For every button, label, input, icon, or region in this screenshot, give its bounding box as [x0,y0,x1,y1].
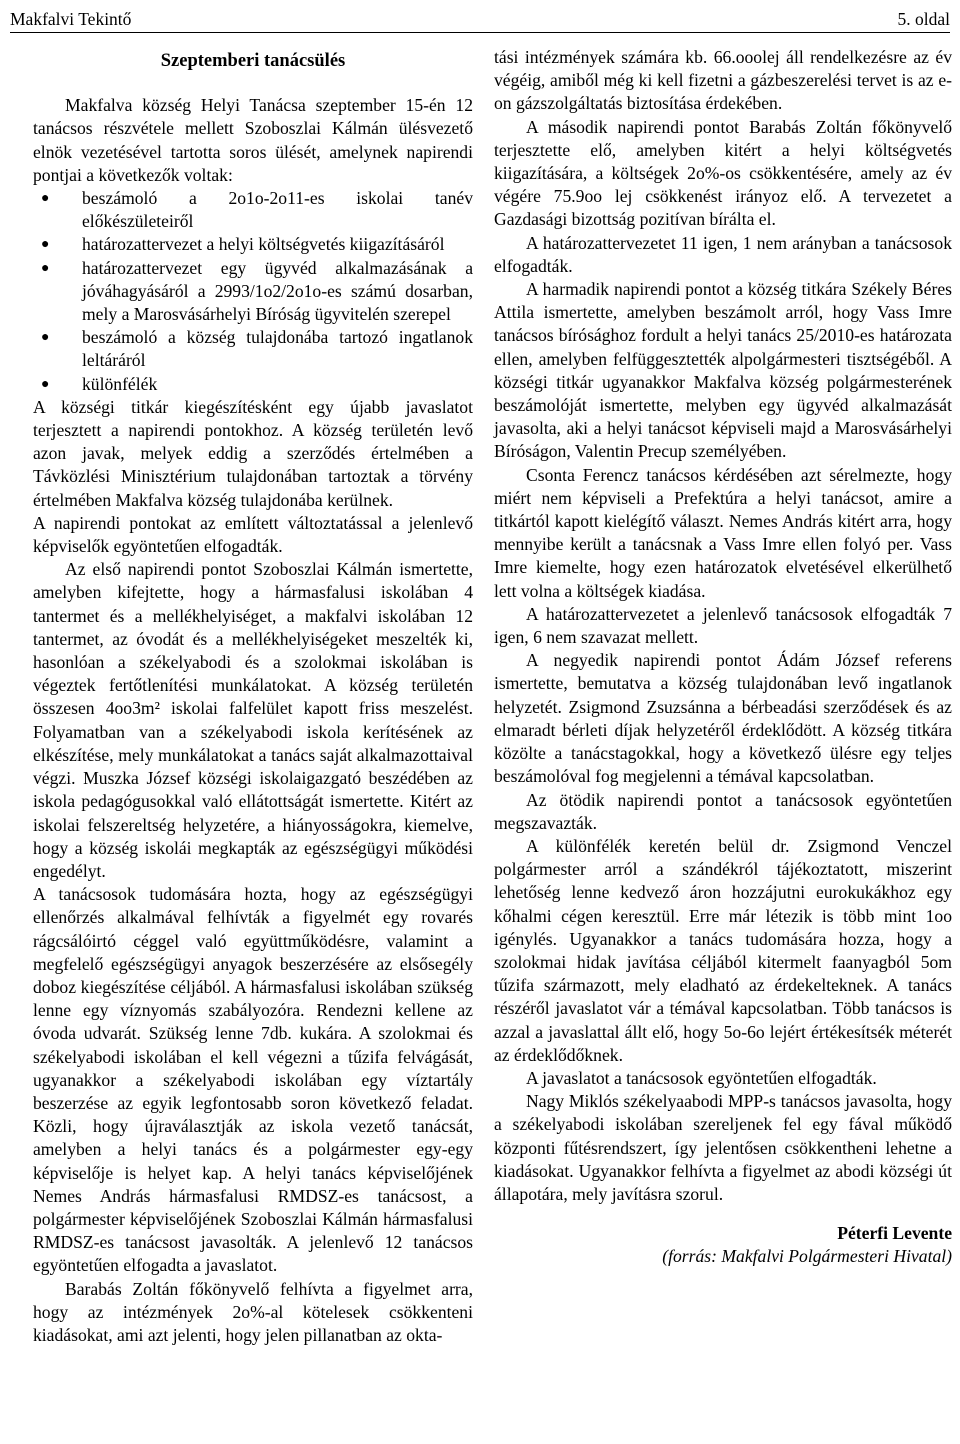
right-column [494,46,952,1269]
bullet-icon: ● [41,237,50,253]
paragraph: Nagy Miklós székelyaabodi MPP-s tanácsos javasolta, hogy a székelyabodi iskolában szereljenek fel egy fával működő központi fűtésrendszert, így jelentősen csökkentheni lehetne a kiadásokat. Ugyanakkor felhívta a figyelmet az abodi községi út állapotára, mely javításra szorul. [494,1091,952,1204]
page-header [10,4,950,33]
paragraph: A harmadik napirendi pontot a község titkára Székely Béres Attila ismertette, amelyben beszámolt arról, hogy Vass Imre tanácsos bírósághoz fordult a helyi tanács 25/2010-es határozata ellen, amelyben felfüggesztették alpolgármesteri tisztségéből. A községi titkár ugyanakkor Makfalva község polgármesterének beszámolóját ismertette, melyben egy ügyvéd alkalmazását javasolta, aki a helyi tanácsot képviseli majd a Marosvásárhelyi Bíróságon, Valentin Precup személyében. [494,279,952,462]
paragraph: A különfélék keretén belül dr. Zsigmond Venczel polgármester arról a szándékról tájékoztatott, miszerint lehetőség lenne kedvező áron hozzájutni eurokukákhoz egy kőhalmi cégen keresztül. Erre már létezik is több mint 1oo igénylés. Ugyanakkor a tanács tudomására hozza, hogy a szolokmai hidak javítása céljából kitermelt faanyagból 5om tűzifa származott, mely eladható az érdekelteknek. A tanács részéről javaslatot vár a témával kapcsolatban. Több tanácsos is azzal a javaslattal állt elő, hogy 5o-6o lejért értékesítsék méterét az érdeklődőknek. [494,835,952,1065]
paragraph: A határozattervezetet 11 igen, 1 nem arányban a tanácsosok elfogadták. [494,232,952,276]
paragraph: A negyedik napirendi pontot Ádám József referens ismertette, bemutatva a község tulajdonában levő ingatlanok helyzetét. Zsigmond Zsuzsánna a bérbeadási szerződések és az elmaradt bérleti díjak helyzetéről érdeklődött. A község titkára közölte a tanácstagokkal, hogy a következő ülésre egy teljes beszámolóval fog megjelenni a témával kapcsolatban. [494,650,952,787]
paragraph: Az első napirendi pontot Szoboszlai Kálmán ismertette, amelyben kifejtette, hogy a hármasfalusi iskolában 4 tantermet és a mellékhelyiséget, a makfalvi iskolában 12 tantermet, az óvodát és a mellékhelyiségeket meszelték ki, hasonlóan a székelyabodi és a szolokmai iskolában is végeztek fertőtlenítési munkálatokat. A község területén összesen 4oo3m² iskolai falfelület kapott friss meszelést. Folyamatban van a székelyabodi iskola kerítésének az elkészítése, mely munkálatokat a tanács saját alkalmazottaival végzi. Muszka József községi iskolaigazgató beszédében az iskola pedagógusokkal való ellátottságát ismertette. Kitért az iskolai felszereltség helyzetére, a hiányosságokra, kiemelve, hogy a község iskolái megkapták az egészségügyi működési engedélyt. [33,559,473,881]
bullet-icon: ● [41,376,50,392]
list-item: ● különfélék [33,373,473,396]
author-name: Péterfi Levente [837,1223,952,1244]
left-body [33,396,473,1347]
list-item: ● beszámoló a 2o1o-2o11-es iskolai tanév előkészületeiről [41,188,473,232]
paragraph: A határozattervezetet a jelenlevő tanácsosok elfogadták 7 igen, 6 nem szavazat mellett. [494,603,952,648]
paragraph: A napirendi pontokat az említett változtatással a jelenlevő képviselők egyöntetűen elfogadták. [33,512,473,557]
article-title: Szeptemberi tanácsülés [160,51,346,71]
right-body [494,46,952,1206]
bullet-icon: ● [41,330,50,346]
list-item: ● határozattervezet a helyi költségvetés kiigazításáról [33,233,473,256]
paragraph: Az ötödik napirendi pontot a tanácsosok egyöntetűen megszavazták. [494,789,952,833]
list-item: ● beszámoló a község tulajdonába tartozó ingatlanok leltáráról [41,327,473,371]
page-number: 5. oldal [897,9,950,29]
paragraph: Csonta Ferencz tanácsos kérdésében azt sérelmezte, hogy miért nem képviseli a Prefektúra a helyi tanácsot, amire a titkártól kapott kielégítő választ. Nemes András kitért arra, hogy mennyibe került a tanácsnak a Vass Imre ellen folyó per. Vass Imre kiemelte, hogy ezen határozatok elvetésével elkerülhető lett volna a költségek kiadása. [494,464,952,601]
intro-paragraph: Makfalva község Helyi Tanácsa szeptember 15-én 12 tanácsos részvétele mellett Szoboszlai Kálmán ülésvezető elnök vezetésével tartotta soros ülését, amelynek napirendi pontjai a következők voltak: [33,95,473,185]
source-note: (forrás: Makfalvi Polgármesteri Hivatal) [662,1246,952,1267]
bullet-icon: ● [41,191,50,207]
paragraph: tási intézmények számára kb. 66.ooolej áll rendelkezésre az év végéig, amiből még ki kell fizetni a gázbeszerelési tervet is az e-on gázszolgáltatás biztosítása érdekében. [494,47,952,114]
paragraph: Barabás Zoltán főkönyvelő felhívta a figyelmet arra, hogy az intézmények 2o%-al kötelesek csökkenteni kiadásokat, ami azt jelenti, hogy jelen pillanatban az okta- [33,1278,473,1345]
bullet-icon: ● [41,260,50,276]
signature-block [494,1222,952,1268]
list-item: ● határozattervezet egy ügyvéd alkalmazásának a jóváhagyásáról a 2993/1o2/2o1o-es számú dosarban, mely a Marosvásárhelyi Bíróság ügyvitelén szerepel [41,257,473,325]
paragraph: A községi titkár kiegészítésként egy újabb javaslatot terjesztett a napirendi pontokhoz. A község területén levő azon javak, melyek eddig a szerződés értelmében a Távközlési Minisztérium tulajdonában tartoztak a törvény értelmében Makfalva község tulajdonába kerülnek. [33,396,473,510]
left-column [33,42,473,1347]
paragraph: A javaslatot a tanácsosok egyöntetűen elfogadták. [526,1067,877,1088]
paragraph: A második napirendi pontot Barabás Zoltán főkönyvelő terjesztette elő, amelyben kitért a helyi költségvetés kiigazítására, a költségek 2o%-os csökkentésére, amely az év végére 75.9oo lej csökkenést irányoz elő. A tervezetet a Gazdasági bizottság pozitívan bírálta el. [494,116,952,230]
agenda-list [33,187,473,396]
publication-name: Makfalvi Tekintő [10,9,132,29]
paragraph: A tanácsosok tudomására hozta, hogy az egészségügyi ellenőrzés alkalmával felhívták a figyelmét egy rovarés rágcsálóirtó céggel való együttműködésre, valamint a megfelelő egészségügyi anyagok beszerzésére az elsősegély doboz kiegészítése céljából. A hármasfalusi iskolában szükség lenne egy víznyomás szabályozóra. Rendezni kellene az óvoda udvarát. Szükség lenne 7db. kukára. A szolokmai és székelyabodi iskolában el kell végezni a tűzifa felvágását, ugyanakkor a székelyabodi iskolában egy víztartály beszerzése az egyik legfontosabb soron következő feladat. Közli, hogy újraválasztják az iskola vezető tanácsát, amelyben a helyi tanács és a polgármester egy-egy képviselője is helyet kap. A helyi tanács képviselőjének Nemes András hármasfalusi RMDSZ-es tanácsost, a polgármester képviselőjének Szoboszlai Kálmán hármasfalusi RMDSZ-es tanácsost javasolták. A jelenlevő 12 tanácsos egyöntetűen elfogadta a javaslatot. [33,884,473,1276]
